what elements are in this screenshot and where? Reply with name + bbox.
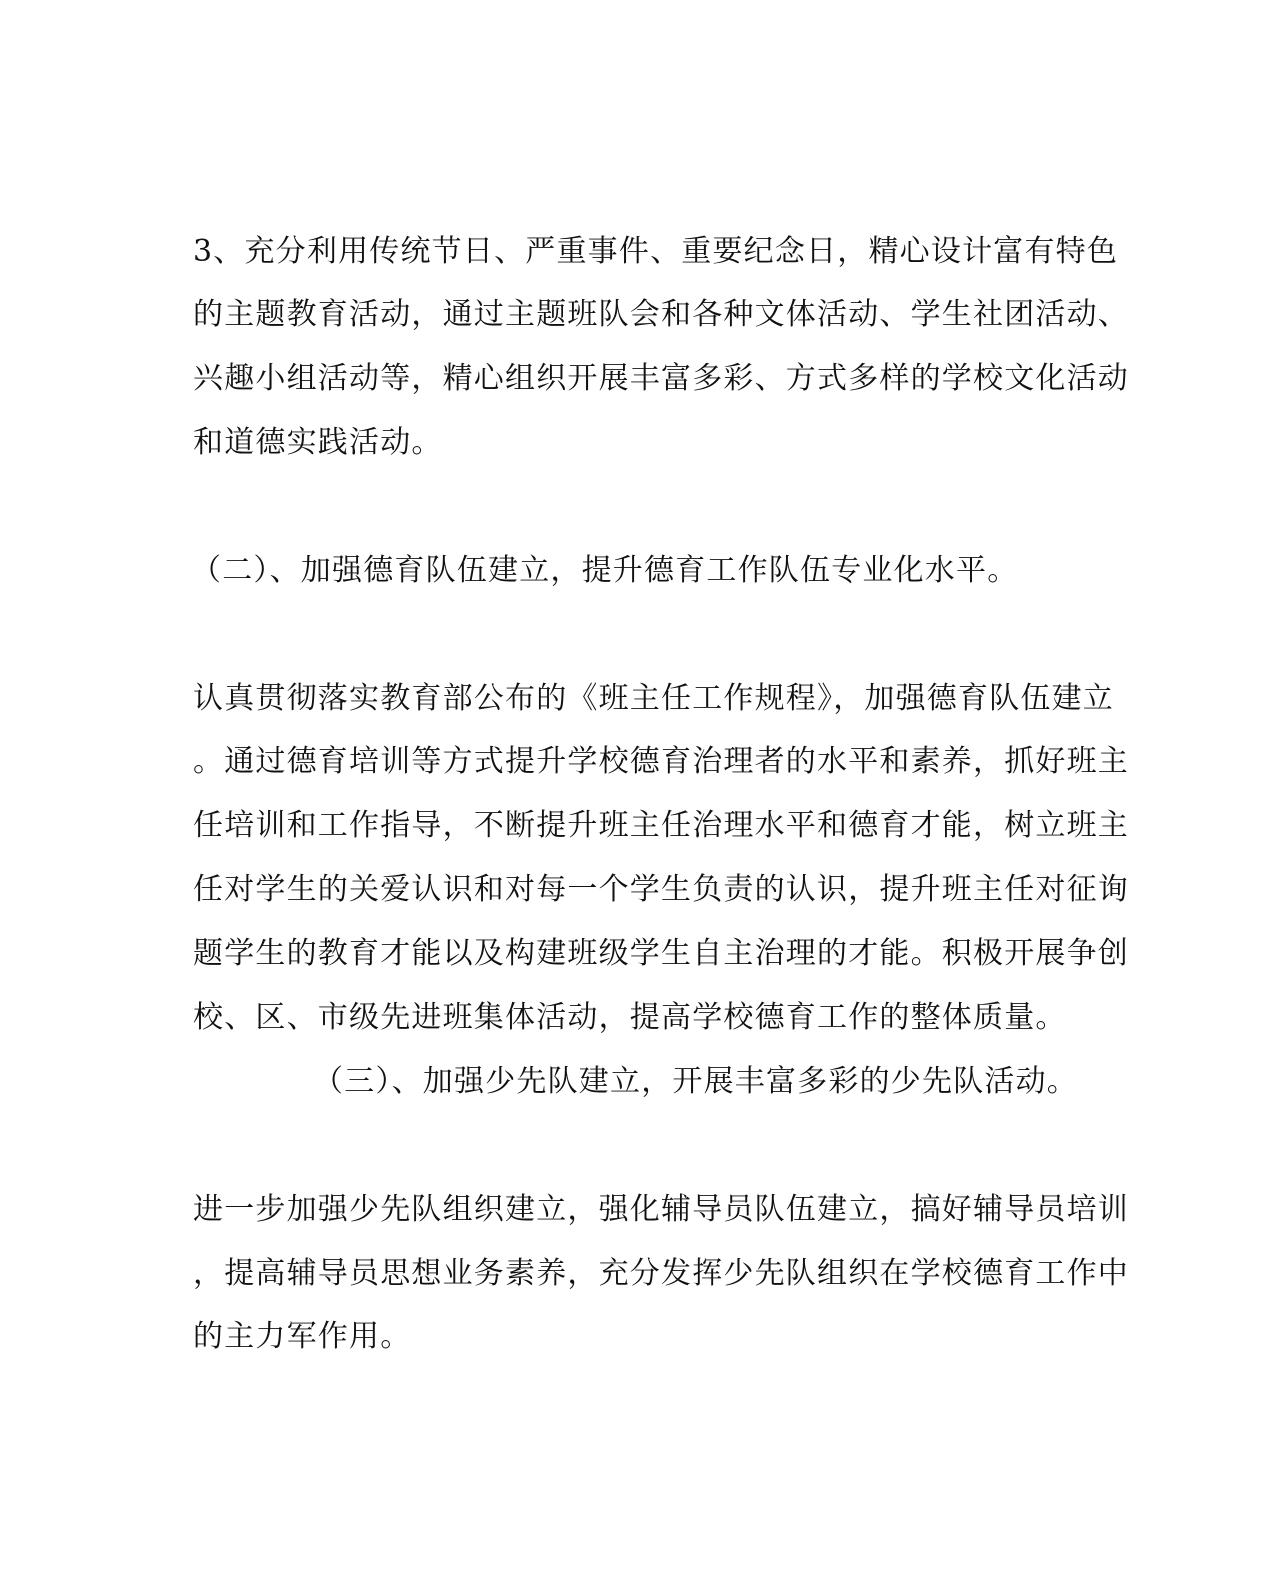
- paragraph-1-line-2: 的主题教育活动，通过主题班队会和各种文体活动、学生社团活动、: [193, 297, 1129, 332]
- paragraph-2-line-3: 任培训和工作指导，不断提升班主任治理水平和德育才能，树立班主: [193, 808, 1129, 843]
- paragraph-2-line-2: 。通过德育培训等方式提升学校德育治理者的水平和素养，抓好班主: [193, 744, 1129, 779]
- paragraph-1-line-1: 3、充分利用传统节日、严重事件、重要纪念日，精心设计富有特色: [193, 234, 1119, 269]
- paragraph-2-line-1: 认真贯彻落实教育部公布的《班主任工作规程》，加强德育队伍建立: [193, 681, 1114, 716]
- section-heading-3: （三）、加强少先队建立，开展丰富多彩的少先队活动。: [313, 1064, 1078, 1099]
- paragraph-3-line-3: 的主力军作用。: [193, 1319, 412, 1354]
- paragraph-2-line-5: 题学生的教育才能以及构建班级学生自主治理的才能。积极开展争创: [193, 936, 1129, 971]
- paragraph-1-line-3: 兴趣小组活动等，精心组织开展丰富多彩、方式多样的学校文化活动: [193, 361, 1129, 396]
- paragraph-3-line-1: 进一步加强少先队组织建立，强化辅导员队伍建立，搞好辅导员培训: [193, 1192, 1129, 1227]
- section-heading-2: （二）、加强德育队伍建立，提升德育工作队伍专业化水平。: [191, 553, 1019, 588]
- paragraph-2-line-6: 校、区、市级先进班集体活动，提高学校德育工作的整体质量。: [193, 1000, 1067, 1035]
- paragraph-1-line-4: 和道德实践活动。: [193, 425, 443, 460]
- paragraph-3-line-2: ，提高辅导员思想业务素养，充分发挥少先队组织在学校德育工作中: [193, 1256, 1129, 1291]
- paragraph-2-line-4: 任对学生的关爱认识和对每一个学生负责的认识，提升班主任对征询: [193, 872, 1129, 907]
